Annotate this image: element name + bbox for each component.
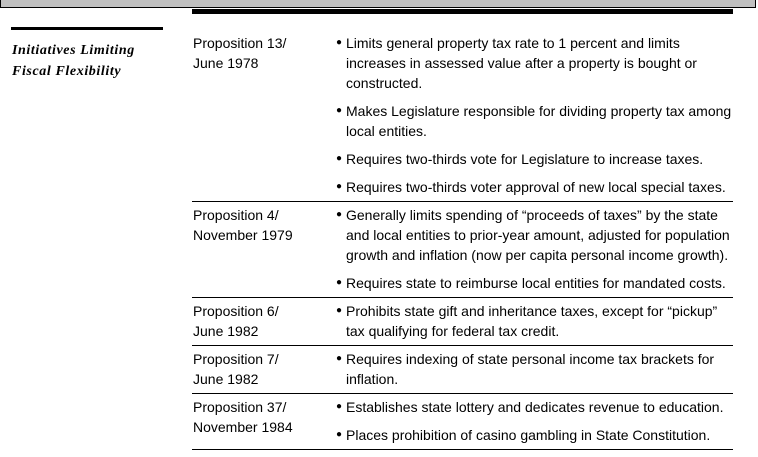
proposition-cell xyxy=(192,349,336,389)
proposition-date: June 1982 xyxy=(193,323,259,339)
provision-item: ● Requires two-thirds voter approval of new local special taxes. xyxy=(336,179,726,195)
table-top-rule xyxy=(192,9,733,14)
proposition-name: Proposition 4/ xyxy=(193,207,279,223)
bullet-dot-icon: ● xyxy=(336,429,343,440)
bullet-dot-icon: ● xyxy=(336,401,343,412)
bullet-dot-icon: ● xyxy=(336,37,343,48)
bullet-dot-icon: ● xyxy=(336,153,343,164)
provision-item: ● Generally limits spending of “proceeds of taxes” by the state and local entities to prior-year amount, adjusted for population growth and inflation (now per capita personal income growth). xyxy=(336,207,730,263)
bullet-dot-icon: ● xyxy=(336,305,343,316)
proposition-cell xyxy=(192,397,336,445)
provision-item: ● Requires state to reimburse local entities for mandated costs. xyxy=(336,275,726,291)
table-row-prop37 xyxy=(192,394,733,450)
table-row-prop13 xyxy=(192,30,733,202)
provisions-cell xyxy=(336,397,733,445)
proposition-date: November 1984 xyxy=(193,419,293,435)
provision-item: ● Makes Legislature responsible for dividing property tax among local entities. xyxy=(336,103,732,139)
proposition-name: Proposition 37/ xyxy=(193,399,287,415)
provision-item: ● Requires two-thirds vote for Legislature to increase taxes. xyxy=(336,151,704,167)
proposition-name: Proposition 13/ xyxy=(193,35,287,51)
sidebar-heading-line2: Fiscal Flexibility xyxy=(12,64,122,79)
provision-item: ● Requires indexing of state personal income tax brackets for inflation. xyxy=(336,351,715,387)
proposition-date: June 1982 xyxy=(193,371,259,387)
proposition-cell xyxy=(192,205,336,293)
proposition-name: Proposition 7/ xyxy=(193,351,279,367)
window-frame-top xyxy=(0,0,756,8)
bullet-dot-icon: ● xyxy=(336,181,343,192)
sidebar-heading-line1: Initiatives Limiting xyxy=(12,43,135,58)
bullet-dot-icon: ● xyxy=(336,105,343,116)
proposition-date: November 1979 xyxy=(193,227,293,243)
provisions-cell xyxy=(336,33,733,197)
table-row-prop6 xyxy=(192,298,733,346)
provisions-cell xyxy=(336,301,733,341)
proposition-cell xyxy=(192,33,336,197)
bullet-dot-icon: ● xyxy=(336,277,343,288)
provision-item: ● Establishes state lottery and dedicates revenue to education. xyxy=(336,399,724,415)
proposition-name: Proposition 6/ xyxy=(193,303,279,319)
sidebar-rule xyxy=(11,27,163,30)
provision-item: ● Prohibits state gift and inheritance taxes, except for “pickup” tax qualifying for federal tax credit. xyxy=(336,303,718,339)
table-row-prop4 xyxy=(192,202,733,298)
proposition-date: June 1978 xyxy=(193,55,259,71)
sidebar-heading xyxy=(12,40,172,82)
provision-item: ● Places prohibition of casino gambling in State Constitution. xyxy=(336,427,711,443)
provisions-cell xyxy=(336,205,733,293)
initiatives-table xyxy=(192,30,733,450)
bullet-dot-icon: ● xyxy=(336,353,343,364)
provisions-cell xyxy=(336,349,733,389)
proposition-cell xyxy=(192,301,336,341)
provision-item: ● Limits general property tax rate to 1 percent and limits increases in assessed value after a property is bought or constructed. xyxy=(336,35,697,91)
bullet-dot-icon: ● xyxy=(336,209,343,220)
table-row-prop7 xyxy=(192,346,733,394)
